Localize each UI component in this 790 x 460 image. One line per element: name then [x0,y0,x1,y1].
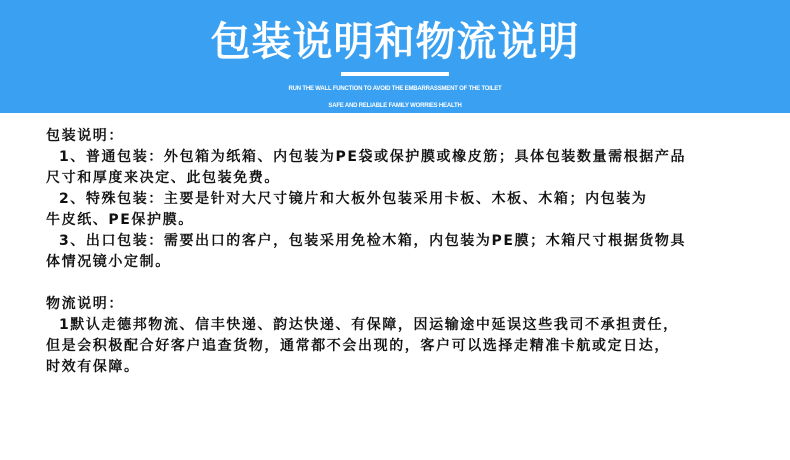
packaging-line: 尺寸和厚度来决定、此包装免费。 [46,170,280,186]
logistics-heading: 物流说明： [46,296,124,312]
logistics-line: 1默认走德邦物流、信丰快递、韵达快递、有保障，因运输途中延误这些我司不承担责任， [46,317,679,333]
packaging-line: 1、普通包装：外包箱为纸箱、内包装为PE袋或保护膜或橡皮筋；具体包装数量需根据产品 [46,149,687,165]
description-body [46,126,766,378]
logistics-line: 但是会积极配合好客户追查货物，通常都不会出现的，客户可以选择走精准卡航或定日达， [46,338,670,354]
packaging-line: 牛皮纸、PE保护膜。 [46,212,194,228]
logistics-line: 时效有保障。 [46,359,140,375]
section-spacer [46,273,766,294]
packaging-line: 体情况镜小定制。 [46,254,171,270]
packaging-line: 2、特殊包装：主要是针对大尺寸镜片和大板外包装采用卡板、木板、木箱；内包装为 [46,191,648,207]
banner-subtitle-1: RUN THE WALL FUNCTION TO AVOID THE EMBARRASSMENT OF THE TOILET [288,86,502,92]
packaging-heading: 包装说明： [46,128,124,144]
title-underline [341,72,449,76]
packaging-line: 3、出口包装：需要出口的客户，包装采用免检木箱，内包装为PE膜；木箱尺寸根据货物具 [46,233,687,249]
banner-subtitle-2: SAFE AND RELIABLE FAMILY WORRIES HEALTH [328,103,462,109]
header-banner [0,0,790,113]
banner-title: 包装说明和物流说明 [210,19,580,65]
